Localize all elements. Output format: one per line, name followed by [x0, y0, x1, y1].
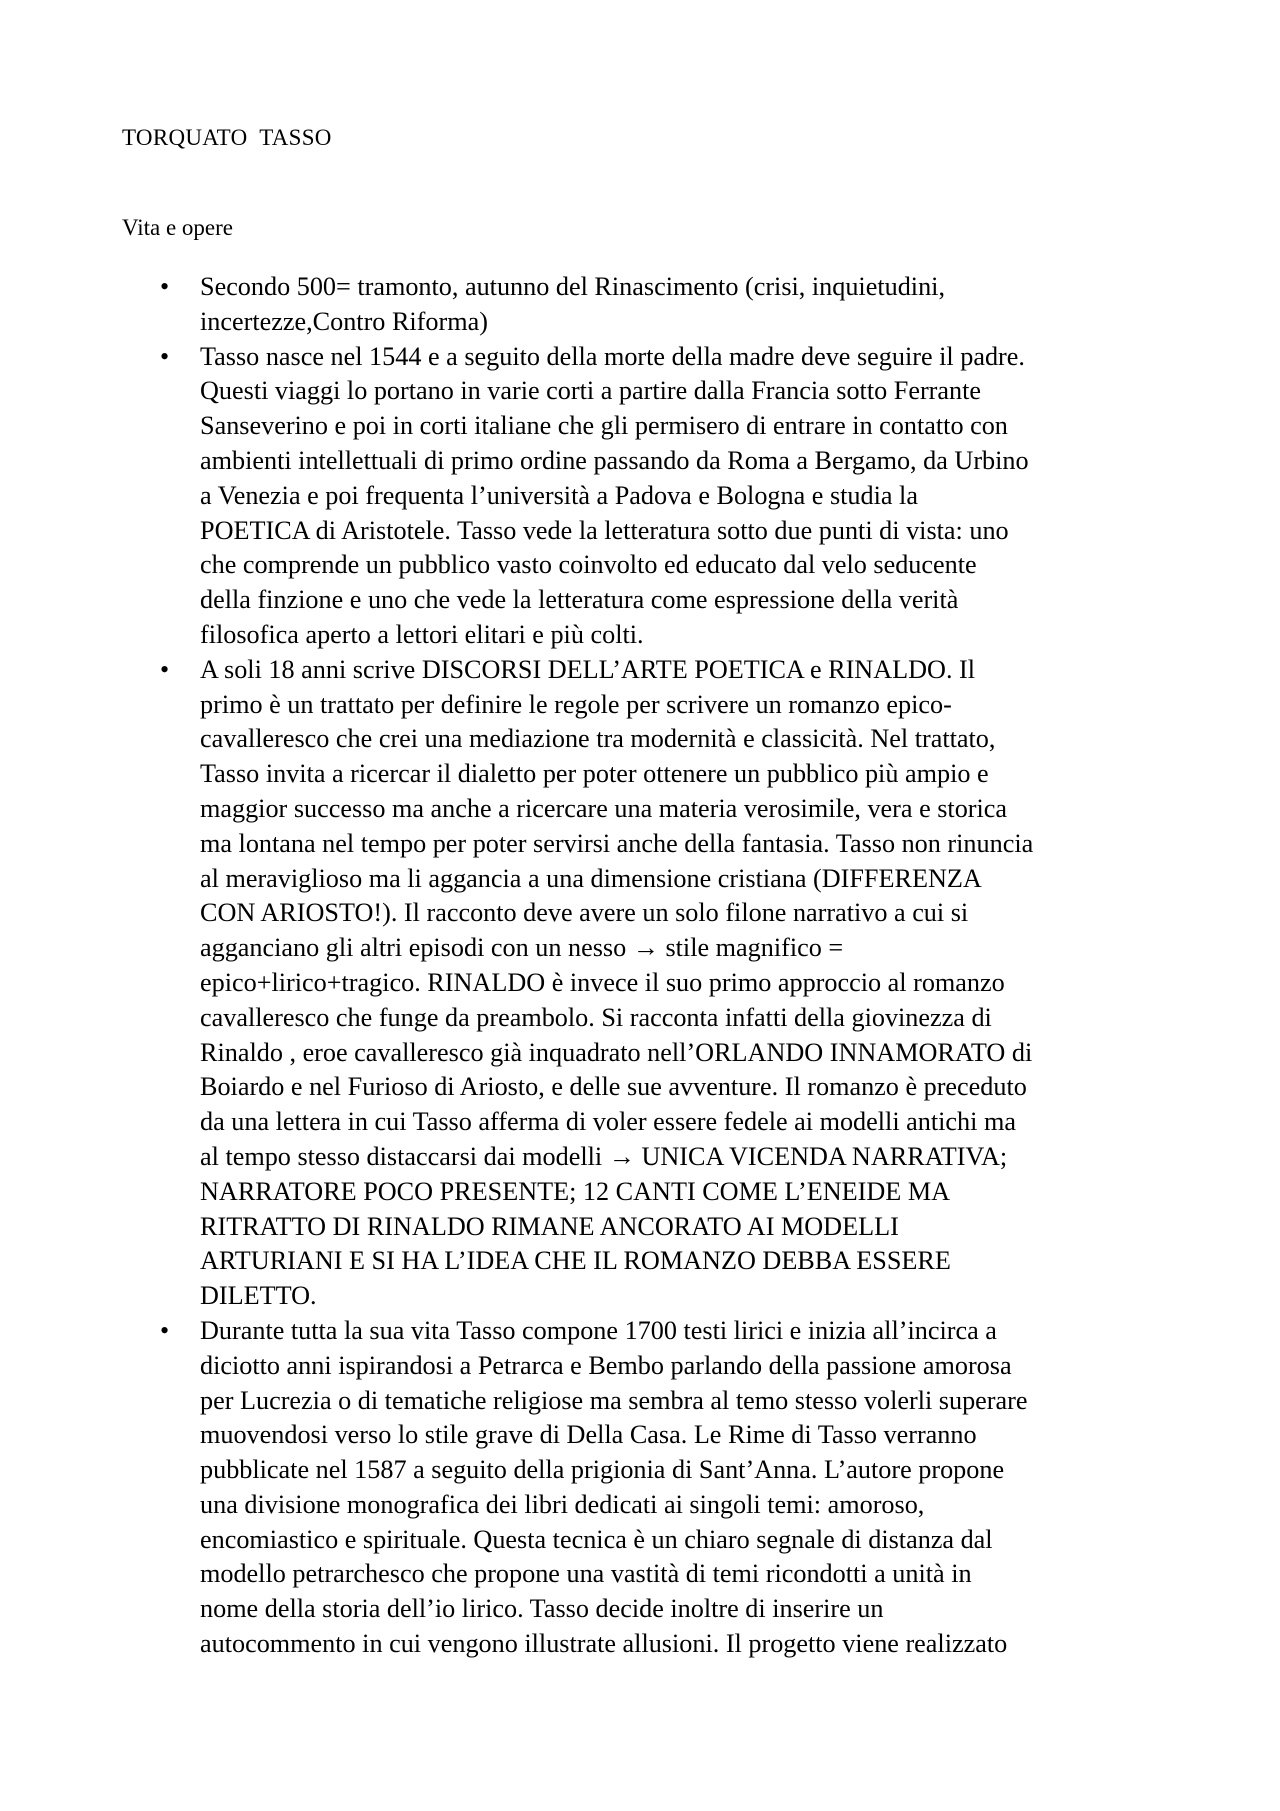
bullet-list — [0, 270, 1280, 1662]
paragraph-line: a Venezia e poi frequenta l’università a Padova e Bologna e studia la — [200, 480, 918, 510]
paragraph-line: ambienti intellettuali di primo ordine passando da Roma a Bergamo, da Urbino — [200, 445, 1029, 475]
list-item — [0, 270, 1160, 340]
paragraph-line: RITRATTO DI RINALDO RIMANE ANCORATO AI MODELLI — [200, 1211, 899, 1241]
paragraph-line: autocommento in cui vengono illustrate allusioni. Il progetto viene realizzato — [200, 1629, 1008, 1659]
paragraph-line: muovendosi verso lo stile grave di Della Casa. Le Rime di Tasso verranno — [200, 1420, 977, 1450]
document-title: TORQUATO TASSO — [122, 125, 332, 150]
paragraph-line: epico+lirico+tragico. RINALDO è invece il suo primo approccio al romanzo — [200, 967, 1005, 997]
paragraph-line: filosofica aperto a lettori elitari e più colti. — [200, 619, 644, 649]
section-heading: Vita e opere — [122, 215, 234, 240]
paragraph-line: ARTURIANI E SI HA L’IDEA CHE IL ROMANZO DEBBA ESSERE — [200, 1246, 951, 1276]
paragraph-line: encomiastico e spirituale. Questa tecnica è un chiaro segnale di distanza dal — [200, 1524, 993, 1554]
paragraph-line: cavalleresco che funge da preambolo. Si racconta infatti della giovinezza di — [200, 1002, 992, 1032]
paragraph-line: una divisione monografica dei libri dedicati ai singoli temi: amoroso, — [200, 1489, 925, 1519]
paragraph-line: Boiardo e nel Furioso di Ariosto, e delle sue avventure. Il romanzo è preceduto — [200, 1072, 1027, 1102]
paragraph-line: agganciano gli altri episodi con un nesso → stile magnifico = — [200, 933, 844, 963]
paragraph-line: Tasso invita a ricercar il dialetto per poter ottenere un pubblico più ampio e — [200, 759, 989, 789]
paragraph-line: maggior successo ma anche a ricercare una materia verosimile, vera e storica — [200, 793, 1008, 823]
paragraph-line: ma lontana nel tempo per poter servirsi anche della fantasia. Tasso non rinuncia — [200, 828, 1034, 858]
paragraph-line: POETICA di Aristotele. Tasso vede la letteratura sotto due punti di vista: uno — [200, 515, 1009, 545]
paragraph-line: primo è un trattato per definire le regole per scrivere un romanzo epico- — [200, 689, 952, 719]
paragraph-line: A soli 18 anni scrive DISCORSI DELL’ARTE POETICA e RINALDO. Il — [200, 654, 976, 684]
paragraph-line: al meraviglioso ma li aggancia a una dimensione cristiana (DIFFERENZA — [200, 863, 982, 893]
paragraph-line: incertezze,Contro Riforma) — [200, 306, 488, 336]
paragraph-line: per Lucrezia o di tematiche religiose ma sembra al temo stesso volerli superare — [200, 1385, 1028, 1415]
paragraph-line: Secondo 500= tramonto, autunno del Rinascimento (crisi, inquietudini, — [200, 272, 945, 301]
list-item — [0, 1314, 1160, 1662]
paragraph-line: diciotto anni ispirandosi a Petrarca e Bembo parlando della passione amorosa — [200, 1350, 1012, 1380]
paragraph-line: della finzione e uno che vede la letteratura come espressione della verità — [200, 585, 959, 615]
paragraph-line: Durante tutta la sua vita Tasso compone 1700 testi lirici e inizia all’incirca a — [200, 1315, 997, 1345]
bullet-point-icon: • — [160, 341, 170, 371]
paragraph-line: che comprende un pubblico vasto coinvolto ed educato dal velo seducente — [200, 550, 977, 580]
paragraph-line: al tempo stesso distaccarsi dai modelli → UNICA VICENDA NARRATIVA; — [200, 1141, 1008, 1171]
list-item — [0, 340, 1160, 653]
paragraph-line: Questi viaggi lo portano in varie corti a partire dalla Francia sotto Ferrante — [200, 376, 981, 406]
paragraph-line: nome della storia dell’io lirico. Tasso decide inoltre di inserire un — [200, 1594, 884, 1624]
paragraph-line: modello petrarchesco che propone una vastità di temi ricondotti a unità in — [200, 1559, 972, 1589]
paragraph-line: cavalleresco che crei una mediazione tra modernità e classicità. Nel trattato, — [200, 724, 996, 754]
bullet-point-icon: • — [160, 654, 170, 684]
paragraph-line: da una lettera in cui Tasso afferma di voler essere fedele ai modelli antichi ma — [200, 1107, 1016, 1137]
list-item — [0, 653, 1160, 1314]
paragraph-line: Sanseverino e poi in corti italiane che gli permisero di entrare in contatto con — [200, 411, 1008, 441]
bullet-point-icon: • — [160, 272, 170, 301]
paragraph-line: NARRATORE POCO PRESENTE; 12 CANTI COME L’ENEIDE MA — [200, 1176, 951, 1206]
paragraph-line: pubblicate nel 1587 a seguito della prigionia di Sant’Anna. L’autore propone — [200, 1455, 1005, 1485]
bullet-point-icon: • — [160, 1315, 170, 1345]
paragraph-line: Rinaldo , eroe cavalleresco già inquadrato nell’ORLANDO INNAMORATO di — [200, 1037, 1033, 1067]
paragraph-line: DILETTO. — [200, 1281, 317, 1311]
paragraph-line: CON ARIOSTO!). Il racconto deve avere un solo filone narrativo a cui si — [200, 898, 969, 928]
paragraph-line: Tasso nasce nel 1544 e a seguito della morte della madre deve seguire il padre. — [200, 341, 1025, 371]
